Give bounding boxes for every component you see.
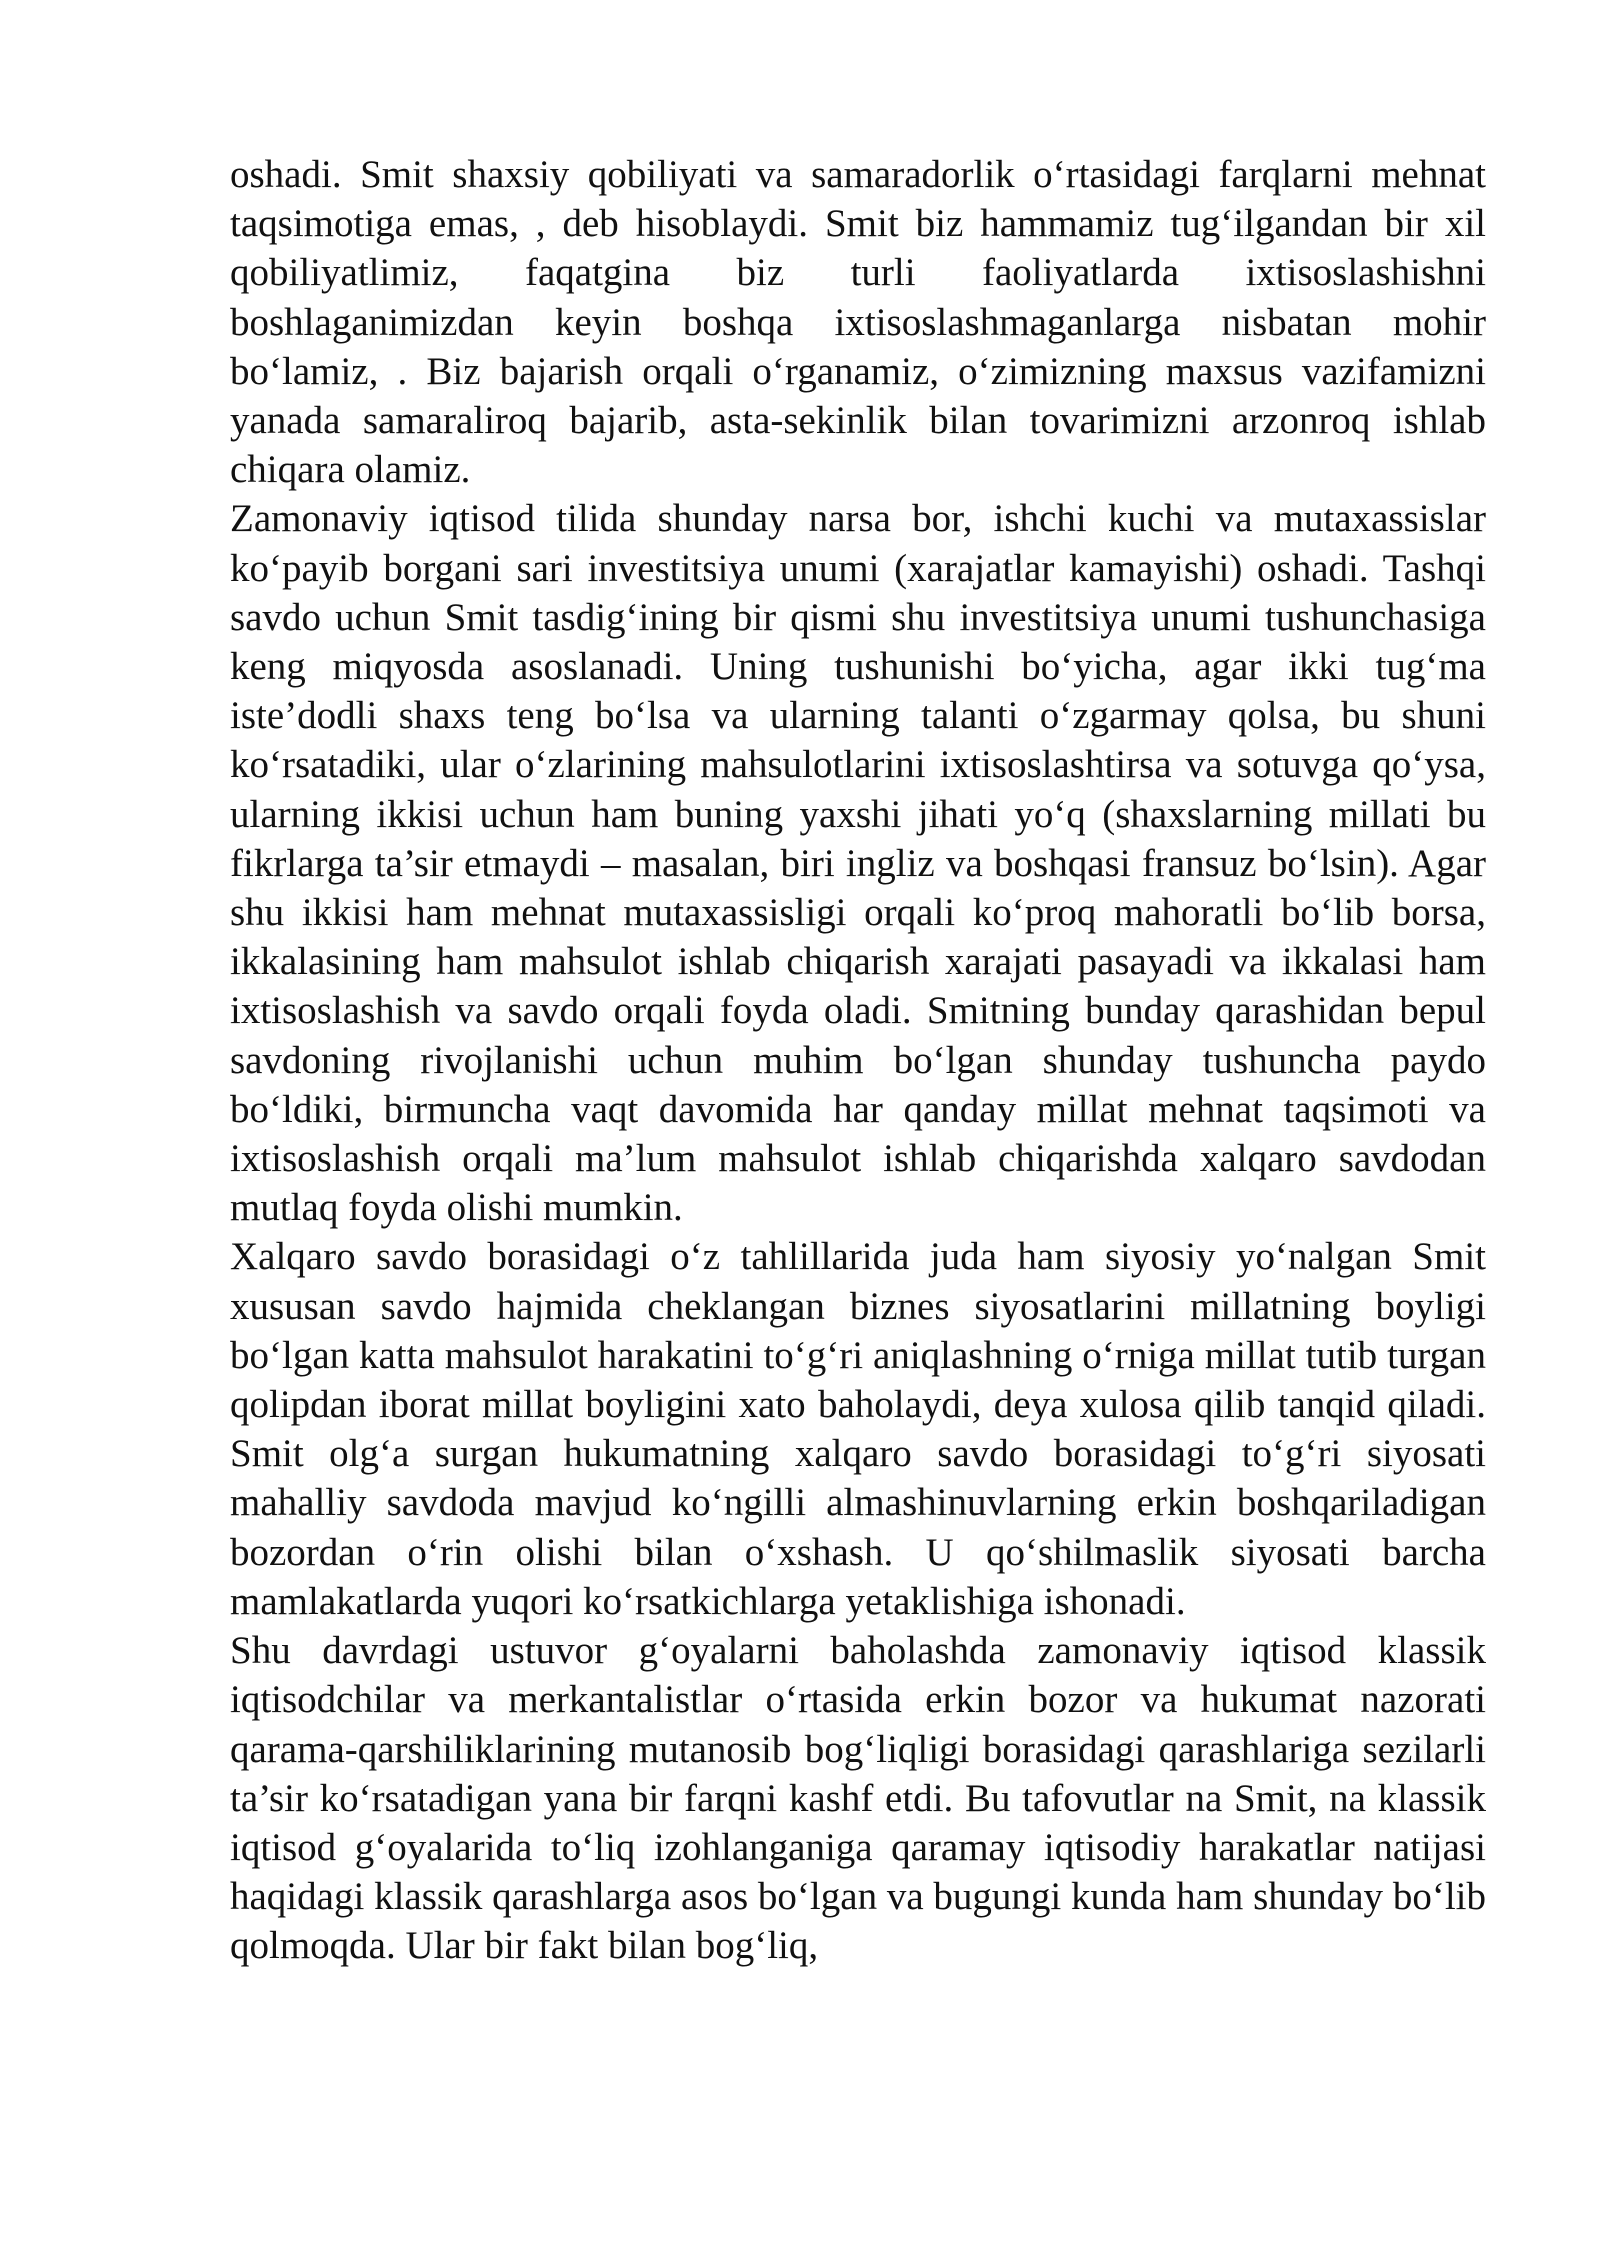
paragraph-1: oshadi. Smit shaxsiy qobiliyati va samaradorlik o‘rtasidagi farqlarni mehnat taqsimotiga emas, , deb hisoblaydi. Smit biz hammamiz tug‘ilgandan bir xil qobiliyatlimiz, faqatgina biz turli faoliyatlarda ixtisoslashishni boshlaganimizdan keyin boshqa ixtisoslashmaganlarga nisbatan mohir bo‘lamiz, . Biz bajarish orqali o‘rganamiz, o‘zimizning maxsus vazifamizni yanada samaraliroq bajarib, asta-sekinlik bilan tovarimizni arzonroq ishlab chiqara olamiz. [230,153,1486,492]
document-page [230,150,1486,1971]
paragraph-3: Xalqaro savdo borasidagi o‘z tahlillarida juda ham siyosiy yo‘nalgan Smit xususan savdo hajmida cheklangan biznes siyosatlarini millatning boyligi bo‘lgan katta mahsulot harakatini to‘g‘ri aniqlashning o‘rniga millat tutib turgan qolipdan iborat millat boyligini xato baholaydi, deya xulosa qilib tanqid qiladi. Smit olg‘a surgan hukumatning xalqaro savdo borasidagi to‘g‘ri siyosati mahalliy savdoda mavjud ko‘ngilli almashinuvlarning erkin boshqariladigan bozordan o‘rin olishi bilan o‘xshash. U qo‘shilmaslik siyosati barcha mamlakatlarda yuqori ko‘rsatkichlarga yetaklishiga ishonadi. [230,1235,1486,1623]
paragraph-2: Zamonaviy iqtisod tilida shunday narsa bor, ishchi kuchi va mutaxassislar ko‘payib borgani sari investitsiya unumi (xarajatlar kamayishi) oshadi. Tashqi savdo uchun Smit tasdig‘ining bir qismi shu investitsiya unumi tushunchasiga keng miqyosda asoslanadi. Uning tushunishi bo‘yicha, agar ikki tug‘ma iste’dodli shaxs teng bo‘lsa va ularning talanti o‘zgarmay qolsa, bu shuni ko‘rsatadiki, ular o‘zlarining mahsulotlarini ixtisoslashtirsa va sotuvga qo‘ysa, ularning ikkisi uchun ham buning yaxshi jihati yo‘q (shaxslarning millati bu fikrlarga ta’sir etmaydi – masalan, biri ingliz va boshqasi fransuz bo‘lsin). Agar shu ikkisi ham mehnat mutaxassisligi orqali ko‘proq mahoratli bo‘lib borsa, ikkalasining ham mahsulot ishlab chiqarish xarajati pasayadi va ikkalasi ham ixtisoslashish va savdo orqali foyda oladi. Smitning bunday qarashidan bepul savdoning rivojlanishi uchun muhim bo‘lgan shunday tushuncha paydo bo‘ldiki, birmuncha vaqt davomida har qanday millat mehnat taqsimoti va ixtisoslashish orqali ma’lum mahsulot ishlab chiqarishda xalqaro savdodan mutlaq foyda olishi mumkin. [230,497,1486,1230]
paragraph-4: Shu davrdagi ustuvor g‘oyalarni baholashda zamonaviy iqtisod klassik iqtisodchilar va merkantalistlar o‘rtasida erkin bozor va hukumat nazorati qarama-qarshiliklarining mutanosib bog‘liqligi borasidagi qarashlariga sezilarli ta’sir ko‘rsatadigan yana bir farqni kashf etdi. Bu tafovutlar na Smit, na klassik iqtisod g‘oyalarida to‘liq izohlanganiga qaramay iqtisodiy harakatlar natijasi haqidagi klassik qarashlarga asos bo‘lgan va bugungi kunda ham shunday bo‘lib qolmoqda. Ular bir fakt bilan bog‘liq, [230,1629,1486,1968]
